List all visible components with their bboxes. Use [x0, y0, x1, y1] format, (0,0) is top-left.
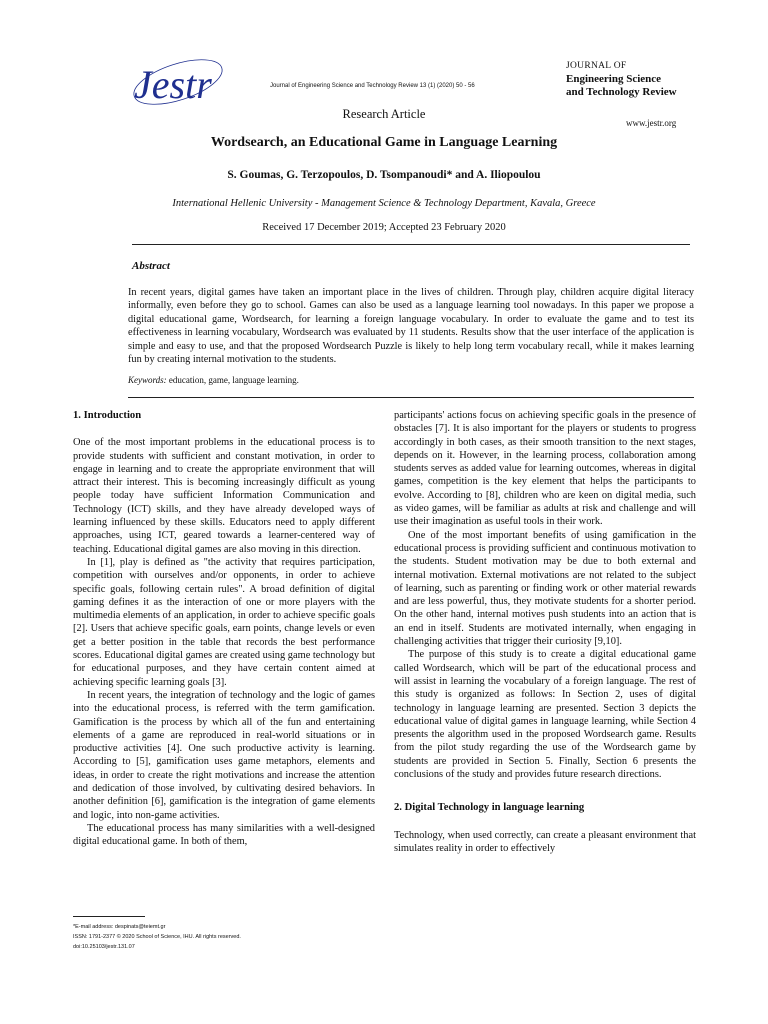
paragraph: The educational process has many similarities with a well-designed digital educational game. In both of them, — [73, 822, 375, 848]
author-list: S. Goumas, G. Terzopoulos, D. Tsompanoudi* and A. Iliopoulou — [227, 169, 541, 181]
footnote-divider — [73, 916, 145, 917]
section-1-heading: 1. Introduction — [73, 410, 142, 421]
journal-name-block — [566, 60, 677, 99]
logo-text: Jestr — [134, 62, 212, 107]
affiliation: International Hellenic University - Management Science & Technology Department, Kavala, Greece — [172, 198, 596, 209]
footnotes — [73, 922, 241, 952]
journal-website-link[interactable]: www.jestr.org — [626, 118, 677, 128]
abstract-heading: Abstract — [132, 260, 170, 272]
footnote-issn: ISSN: 1791-2377 © 2020 School of Science, IHU. All rights reserved. — [73, 934, 241, 940]
paragraph: One of the most important problems in the educational process is to provide students with sufficient and constant motivation, in order to engage in learning and to create the appropriate environment that will attract their interest. This is becoming increasingly difficult as young people today have sufficient Information Communication and Technology (ICT) skills, and they have already developed ways of learning influenced by these skills. Educators need to apply different approaches, using ICT, geared towards a learner-centered way of teaching. Educational digital games are also moving in this direction. — [73, 437, 375, 555]
abstract-text: In recent years, digital games have taken an important place in the lives of children. Through play, children acquire digital literacy informally, even before they go to school. Games can also be used as a language learning tool nowadays. In this paper we propose a digital educational game, Wordsearch, for learning a foreign language vocabulary. In order to evaluate the game and to test its effectiveness in learning vocabulary, Wordsearch was evaluated by 11 students. Results show that the user interface of the application is simple and easy to use, and that the proposed Wordsearch Puzzle is likely to help long term vocabulary recall, while it makes learning fun by creating internal motivation to the students. — [128, 287, 694, 366]
journal-name-line2: Engineering Science — [566, 73, 662, 85]
abstract-divider — [128, 397, 694, 398]
journal-name-line1: JOURNAL OF — [566, 61, 627, 71]
header-divider — [132, 244, 690, 245]
keywords-list: education, game, language learning. — [168, 375, 299, 385]
paragraph: One of the most important benefits of using gamification in the educational process is providing sufficient and continuous motivation to the students. Student motivation may be due to both external and internal motivation. External motivations are not related to the subject of learning, such as parenting or finding work or other material rewards and are less powerful, thus, they motivate students for a shorter period. On the other hand, internal motives push students into an action that is an end in itself. Students are motivated internally, when engaging in challenging activities that trigger their curiosity [9,10]. — [394, 529, 696, 648]
keywords-label: Keywords: — [128, 375, 167, 385]
paragraph: In [1], play is defined as "the activity that requires participation, competition with ourselves and/or opponents, in order to achieve specific goals, following certain rules". A broad definition of digital gaming defines it as the interaction of one or more players with the multimedia elements of an application, in order to achieve specific goals [2]. Users that achieve specific goals, earn points, change levels or even get a better position in the table that records the best performance scores. Educational digital games are created using game technology but for educational purposes, and they have certain content aimed at achieving specific learning goals [3]. — [73, 556, 375, 688]
article-type: Research Article — [342, 107, 426, 121]
journal-citation: Journal of Engineering Science and Technology Review 13 (1) (2020) 50 - 56 — [270, 83, 475, 89]
keywords — [128, 375, 299, 385]
journal-logo — [126, 44, 230, 116]
journal-name-line3: and Technology Review — [566, 86, 677, 98]
footnote-doi[interactable]: doi:10.25103/jestr.131.07 — [73, 944, 135, 950]
paragraph: participants' actions focus on achieving specific goals in the presence of obstacles [7]. It is also important for the players or students to progress accordingly in both cases, as their smooth transition to the next stages, depends on it. However, in the learning process, collaboration among students serves as added value for learning outcomes, whereas in digital games, competition is the key element that helps the participants to evolve. According to [8], children who are keen on digital media, such as video games, will be familiar as adults at risk and challenge and will use their imagination as useful tools in their work. — [394, 410, 696, 528]
paragraph: The purpose of this study is to create a digital educational game called Wordsearch, which will be part of the educational process and will assist in learning the vocabulary of a foreign language. The rest of this study is organized as follows: In Section 2, uses of digital technology in language learning are presented. Section 3 depicts the educational value of digital games in language learning, while Section 4 presents the algorithm used in the proposed Wordsearch game. Results from the pilot study regarding the use of the Wordsearch game by students are provided in Section 5. Finally, Section 6 presents the conclusions of the study and provides future research directions. — [394, 649, 696, 781]
paragraph: In recent years, the integration of technology and the logic of games into the educational process, is referred with the term gamification. Gamification is the process by which all of the fun and entertaining elements of a game are reproduced in real-world situations or in productive activities [4]. One such productive activity is learning. According to [5], gamification uses game metaphors, elements and ideas, in order to create the right motivations and increase the attention and dedication of those involved, by cultivating desired behaviors. In another definition [6], gamification is the integration of game elements and logic, into non-game activities. — [73, 689, 375, 821]
right-column — [394, 409, 696, 855]
section-2-heading: 2. Digital Technology in language learning — [394, 802, 585, 814]
paper-title: Wordsearch, an Educational Game in Language Learning — [210, 135, 558, 150]
received-dates: Received 17 December 2019; Accepted 23 February 2020 — [262, 222, 506, 233]
footnote-email: *E-mail address: despinats@teiemt.gr — [73, 924, 166, 930]
paragraph: Technology, when used correctly, can create a pleasant environment that simulates reality in order to effectively — [394, 829, 696, 854]
left-column — [73, 409, 375, 849]
